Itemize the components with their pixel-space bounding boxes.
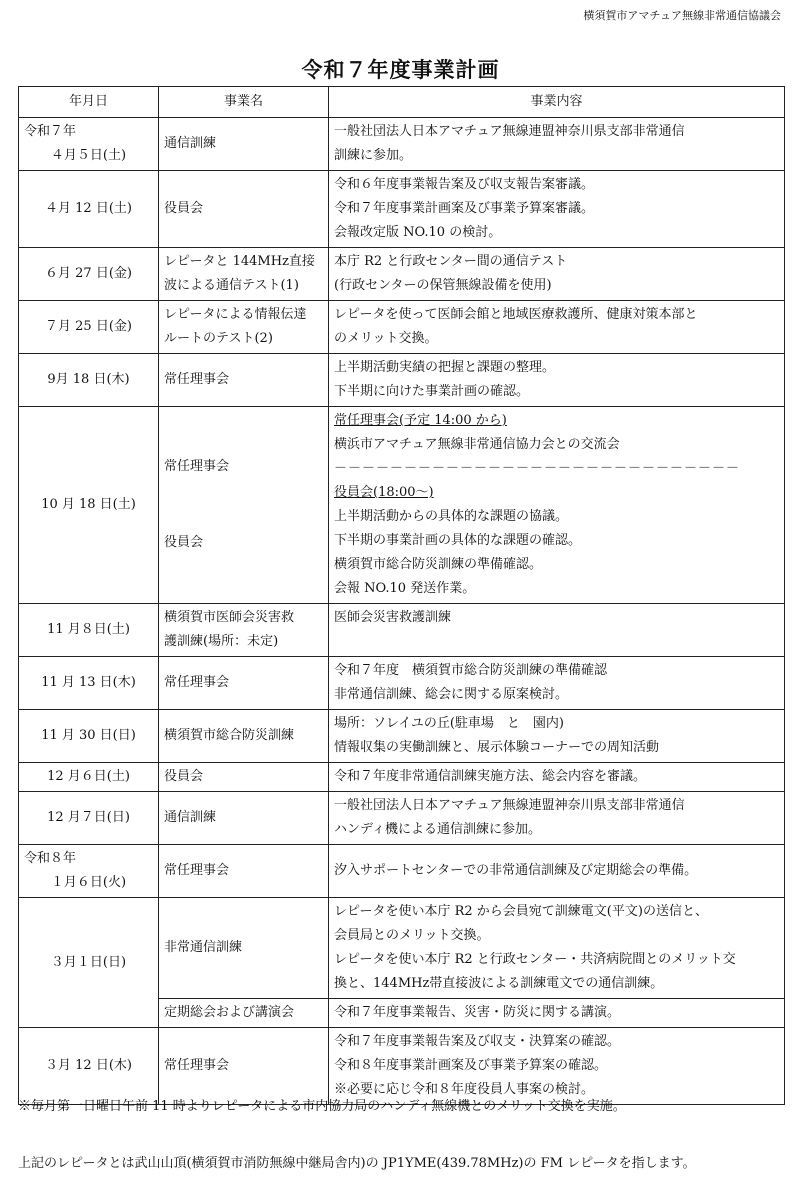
- table-row: [19, 301, 785, 354]
- date-cell: [19, 845, 159, 898]
- date-cell: 11 月８日(土): [19, 604, 159, 657]
- event-name-cell: 通信訓練: [159, 118, 329, 171]
- content-line: 令和８年度事業計画案及び事業予算案の確認。: [334, 1058, 608, 1073]
- content-line: 令和７年度非常通信訓練実施方法、総会内容を審議。: [334, 769, 647, 784]
- content-line: 上半期活動からの具体的な課題の協議。: [334, 509, 569, 524]
- content-line: 横浜市アマチュア無線非常通信協力会との交流会: [334, 437, 620, 452]
- content-heading: 常任理事会(予定 14:00 から): [334, 413, 507, 428]
- event-name-line: 横須賀市医師会災害救: [164, 610, 295, 625]
- event-name-cell: 定期総会および講演会: [159, 999, 329, 1028]
- content-line: 一般社団法人日本アマチュア無線連盟神奈川県支部非常通信: [334, 798, 685, 813]
- footnote-repeater: 上記のレピータとは武山山頂(横須賀市消防無線中継局舎内)の JP1YME(439.78MHz)の FM レピータを指します。: [18, 1156, 696, 1171]
- content-line: 会員局とのメリット交換。: [334, 928, 490, 943]
- event-name-line: 波による通信テスト(1): [164, 278, 299, 293]
- event-content-cell: [329, 763, 785, 792]
- page-title: 令和７年度事業計画: [301, 57, 500, 82]
- content-line: 一般社団法人日本アマチュア無線連盟神奈川県支部非常通信: [334, 124, 685, 139]
- event-name-cell: [159, 248, 329, 301]
- date-cell: 10 月 18 日(土): [19, 407, 159, 604]
- content-line: 会報 NO.10 発送作業。: [334, 581, 476, 596]
- table-row: [19, 657, 785, 710]
- content-line: 横須賀市総合防災訓練の準備確認。: [334, 557, 543, 572]
- content-line: ハンディ機による通信訓練に参加。: [334, 822, 541, 837]
- content-line: 下半期に向けた事業計画の確認。: [334, 384, 530, 399]
- header-event-content: 事業内容: [329, 87, 785, 118]
- table-row: [19, 354, 785, 407]
- date-day: １月６日(火): [50, 875, 127, 890]
- table-row: [19, 407, 785, 604]
- content-line: 令和７年度事業報告案及び収支・決算案の確認。: [334, 1034, 621, 1049]
- content-line: のメリット交換。: [334, 331, 438, 346]
- content-line: 換と、144MHz帯直接波による訓練電文での通信訓練。: [334, 976, 664, 991]
- date-cell: 12 月７日(日): [19, 792, 159, 845]
- date-day: ４月５日(土): [50, 148, 127, 163]
- content-line: レピータを使い本庁 R2 と行政センター・共済病院間とのメリット交: [334, 952, 736, 967]
- content-line: 令和７年度事業計画案及び事業予算案審議。: [334, 201, 595, 216]
- event-content-cell: [329, 171, 785, 248]
- date-cell: ３月１日(日): [19, 898, 159, 1028]
- event-name-bottom: 役員会: [164, 535, 204, 550]
- table-row: [19, 248, 785, 301]
- table-row: [19, 171, 785, 248]
- event-name-line: ルートのテスト(2): [164, 331, 273, 346]
- date-cell: [19, 118, 159, 171]
- date-cell: ６月 27 日(金): [19, 248, 159, 301]
- event-content-cell: [329, 792, 785, 845]
- table-row: [19, 792, 785, 845]
- event-name-cell: 常任理事会: [159, 845, 329, 898]
- dashed-separator: －－－－－－－－－－－－－－－－－－－－－－－－－－－－－: [334, 461, 741, 476]
- event-name-cell: 非常通信訓練: [159, 898, 329, 999]
- content-line: 場所：ソレイユの丘(駐車場 と 園内): [334, 716, 564, 731]
- table-row: [19, 898, 785, 999]
- date-cell: 11 月 13 日(木): [19, 657, 159, 710]
- event-content-cell: [329, 657, 785, 710]
- event-name-line: 護訓練(場所：未定): [164, 634, 279, 649]
- content-line: 会報改定版 NO.10 の検討。: [334, 225, 502, 240]
- event-content-cell: [329, 248, 785, 301]
- event-name-cell: 常任理事会: [159, 354, 329, 407]
- header-event-name: 事業名: [159, 87, 329, 118]
- date-cell: 9月 18 日(木): [19, 354, 159, 407]
- content-line: 非常通信訓練、総会に関する原案検討。: [334, 687, 569, 702]
- table-row: [19, 118, 785, 171]
- content-line: 医師会災害救護訓練: [334, 610, 452, 625]
- event-name-cell: 常任理事会: [159, 1028, 329, 1105]
- event-name-cell: 常任理事会: [159, 657, 329, 710]
- event-content-cell: [329, 118, 785, 171]
- event-content-cell: [329, 354, 785, 407]
- content-line: 令和７年度事業報告、災害・防災に関する講演。: [334, 1005, 621, 1020]
- content-line: 上半期活動実績の把握と課題の整理。: [334, 360, 556, 375]
- content-line: 下半期の事業計画の具体的な課題の確認。: [334, 533, 582, 548]
- event-name-cell: 役員会: [159, 763, 329, 792]
- event-content-cell: [329, 1028, 785, 1105]
- content-line: 汐入サポートセンターでの非常通信訓練及び定期総会の準備。: [334, 863, 698, 878]
- date-cell: ４月 12 日(土): [19, 171, 159, 248]
- table-row: [19, 845, 785, 898]
- content-line: レピータを使って医師会館と地域医療救護所、健康対策本部と: [334, 307, 698, 322]
- content-line: 本庁 R2 と行政センター間の通信テスト: [334, 254, 568, 269]
- event-content-cell: [329, 710, 785, 763]
- event-content-cell: [329, 999, 785, 1028]
- content-line: レピータを使い本庁 R2 から会員宛て訓練電文(平文)の送信と、: [334, 904, 708, 919]
- content-line: ※必要に応じ令和８年度役員人事案の検討。: [334, 1082, 595, 1097]
- date-cell: ７月 25 日(金): [19, 301, 159, 354]
- event-name-line: レピータによる情報伝達: [164, 307, 307, 322]
- event-content-cell: [329, 301, 785, 354]
- header-date: 年月日: [19, 87, 159, 118]
- organization-name: 横須賀市アマチュア無線非常通信協議会: [583, 9, 781, 22]
- event-name-cell: 役員会: [159, 171, 329, 248]
- table-header-row: [19, 87, 785, 118]
- spacer: [164, 479, 323, 531]
- date-cell: ３月 12 日(木): [19, 1028, 159, 1105]
- event-content-cell: [329, 845, 785, 898]
- content-line: 令和６年度事業報告案及び収支報告案審議。: [334, 177, 595, 192]
- content-line: (行政センターの保管無線設備を使用): [334, 278, 552, 293]
- table-row: [19, 763, 785, 792]
- content-line: 情報収集の実働訓練と、展示体験コーナーでの周知活動: [334, 740, 660, 755]
- content-heading: 役員会(18:00～): [334, 485, 434, 500]
- date-cell: 12 月６日(土): [19, 763, 159, 792]
- table-row: [19, 710, 785, 763]
- date-year: 令和８年: [24, 851, 77, 866]
- schedule-table: [18, 86, 785, 1105]
- table-row: [19, 1028, 785, 1105]
- date-cell: 11 月 30 日(日): [19, 710, 159, 763]
- event-content-cell: [329, 898, 785, 999]
- event-name-cell: 横須賀市総合防災訓練: [159, 710, 329, 763]
- event-name-top: 常任理事会: [164, 459, 230, 474]
- content-line: 令和７年度 横須賀市総合防災訓練の準備確認: [334, 663, 608, 678]
- event-name-cell: 通信訓練: [159, 792, 329, 845]
- table-row: [19, 604, 785, 657]
- event-name-cell: [159, 407, 329, 604]
- event-content-cell: [329, 604, 785, 657]
- date-year: 令和７年: [24, 124, 77, 139]
- event-name-cell: [159, 301, 329, 354]
- footnote-monthly: ※毎月第一日曜日午前 11 時よりレピータによる市内協力局のハンディ無線機とのメリット交換を実施。: [18, 1099, 626, 1114]
- event-name-cell: [159, 604, 329, 657]
- event-name-line: レピータと 144MHz直接: [164, 254, 315, 269]
- content-line: 訓練に参加。: [334, 148, 413, 163]
- event-content-cell: [329, 407, 785, 604]
